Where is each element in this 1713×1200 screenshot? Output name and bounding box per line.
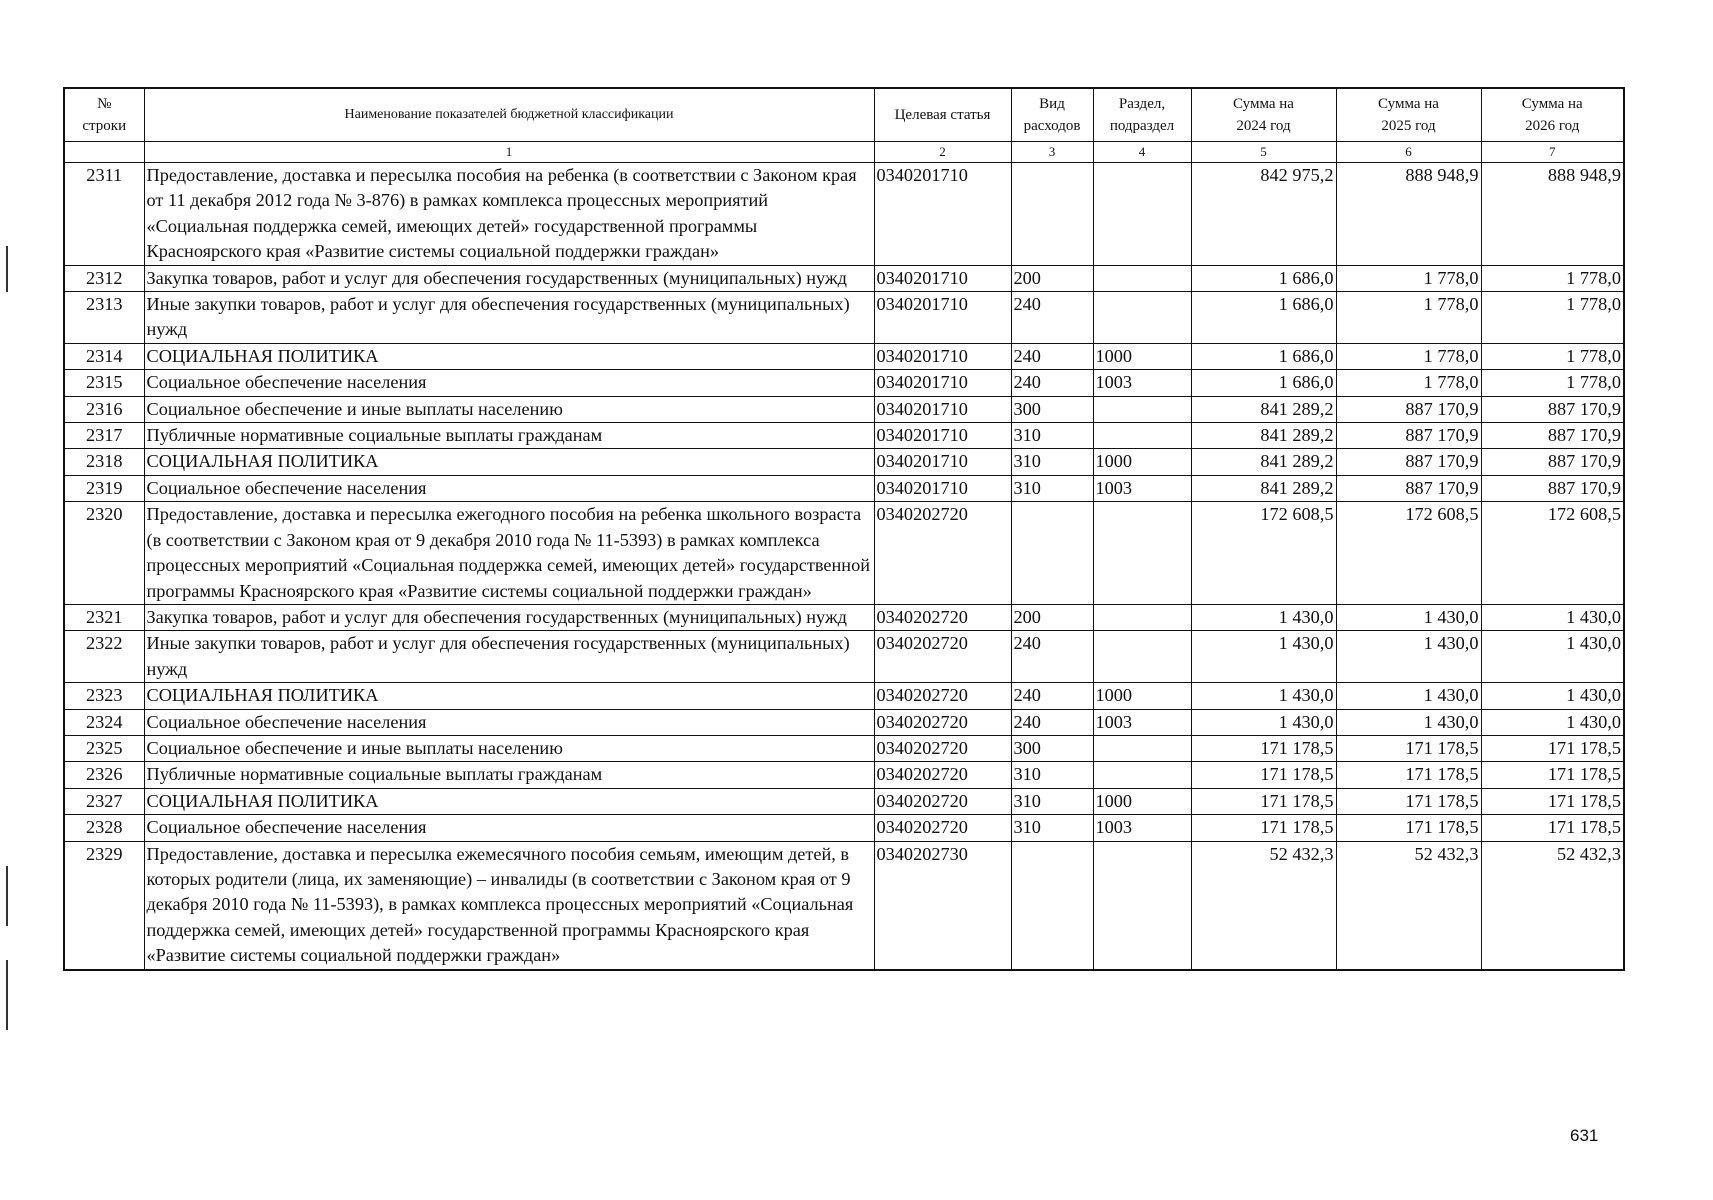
row-number: 2324 <box>64 709 144 735</box>
sum-2026: 171 178,5 <box>1481 762 1624 788</box>
target-article: 0340202720 <box>874 683 1011 709</box>
section-subsection <box>1093 631 1191 683</box>
target-article: 0340202720 <box>874 502 1011 605</box>
expense-type: 300 <box>1011 396 1093 422</box>
table-row <box>64 265 1624 291</box>
expense-type: 300 <box>1011 735 1093 761</box>
target-article: 0340201710 <box>874 343 1011 369</box>
row-number: 2311 <box>64 163 144 266</box>
header-sum-2025: Сумма на 2025 год <box>1336 88 1481 142</box>
column-number: 3 <box>1011 142 1093 163</box>
expense-type: 240 <box>1011 370 1093 396</box>
expense-type: 240 <box>1011 343 1093 369</box>
expense-type: 240 <box>1011 631 1093 683</box>
target-article: 0340201710 <box>874 396 1011 422</box>
row-number: 2314 <box>64 343 144 369</box>
sum-2025: 887 170,9 <box>1336 475 1481 501</box>
section-subsection: 1000 <box>1093 788 1191 814</box>
indicator-name: Предоставление, доставка и пересылка ежемесячного пособия семьям, имеющим детей, в которых родители (лица, их заменяющие) – инвалиды (в соответствии с Законом края от 9 декабря 2010 года № 11-5393), в рамках комплекса процессных мероприятий «Социальная поддержка семей, имеющих детей» государственной программы Красноярского края «Развитие системы социальной поддержки граждан» <box>144 841 874 970</box>
sum-2024: 172 608,5 <box>1191 502 1336 605</box>
table-row <box>64 163 1624 266</box>
section-subsection <box>1093 604 1191 630</box>
indicator-name: Закупка товаров, работ и услуг для обеспечения государственных (муниципальных) нужд <box>144 604 874 630</box>
expense-type <box>1011 502 1093 605</box>
indicator-name: Социальное обеспечение населения <box>144 475 874 501</box>
indicator-name: Публичные нормативные социальные выплаты гражданам <box>144 423 874 449</box>
row-number: 2318 <box>64 449 144 475</box>
sum-2026: 888 948,9 <box>1481 163 1624 266</box>
target-article: 0340202720 <box>874 631 1011 683</box>
sum-2025: 171 178,5 <box>1336 735 1481 761</box>
indicator-name: СОЦИАЛЬНАЯ ПОЛИТИКА <box>144 343 874 369</box>
section-subsection <box>1093 841 1191 970</box>
target-article: 0340201710 <box>874 292 1011 344</box>
expense-type: 310 <box>1011 815 1093 841</box>
sum-2026: 1 778,0 <box>1481 292 1624 344</box>
expense-type: 310 <box>1011 762 1093 788</box>
sum-2025: 1 778,0 <box>1336 292 1481 344</box>
indicator-name: СОЦИАЛЬНАЯ ПОЛИТИКА <box>144 449 874 475</box>
section-subsection <box>1093 502 1191 605</box>
target-article: 0340201710 <box>874 423 1011 449</box>
sum-2024: 1 430,0 <box>1191 604 1336 630</box>
table-row <box>64 292 1624 344</box>
table-row <box>64 475 1624 501</box>
sum-2026: 171 178,5 <box>1481 815 1624 841</box>
table-row <box>64 343 1624 369</box>
header-sum-2026: Сумма на 2026 год <box>1481 88 1624 142</box>
indicator-name: Публичные нормативные социальные выплаты гражданам <box>144 762 874 788</box>
expense-type: 200 <box>1011 265 1093 291</box>
table-row <box>64 815 1624 841</box>
sum-2024: 171 178,5 <box>1191 815 1336 841</box>
target-article: 0340201710 <box>874 370 1011 396</box>
section-subsection: 1000 <box>1093 449 1191 475</box>
indicator-name: Социальное обеспечение и иные выплаты населению <box>144 735 874 761</box>
sum-2024: 1 686,0 <box>1191 370 1336 396</box>
header-row-no: № строки <box>64 88 144 142</box>
sum-2025: 52 432,3 <box>1336 841 1481 970</box>
target-article: 0340201710 <box>874 449 1011 475</box>
column-number: 5 <box>1191 142 1336 163</box>
indicator-name: Предоставление, доставка и пересылка пособия на ребенка (в соответствии с Законом края от 11 декабря 2012 года № 3-876) в рамках комплекса процессных мероприятий «Социальная поддержка семей, имеющих детей» государственной программы Красноярского края «Развитие системы социальной поддержки граждан» <box>144 163 874 266</box>
row-number: 2326 <box>64 762 144 788</box>
section-subsection: 1003 <box>1093 475 1191 501</box>
indicator-name: СОЦИАЛЬНАЯ ПОЛИТИКА <box>144 788 874 814</box>
sum-2025: 888 948,9 <box>1336 163 1481 266</box>
sum-2025: 1 778,0 <box>1336 370 1481 396</box>
table-row <box>64 370 1624 396</box>
sum-2026: 172 608,5 <box>1481 502 1624 605</box>
section-subsection <box>1093 265 1191 291</box>
section-subsection <box>1093 735 1191 761</box>
sum-2024: 841 289,2 <box>1191 475 1336 501</box>
table-row <box>64 709 1624 735</box>
sum-2024: 841 289,2 <box>1191 449 1336 475</box>
row-number: 2316 <box>64 396 144 422</box>
sum-2025: 887 170,9 <box>1336 396 1481 422</box>
row-number: 2313 <box>64 292 144 344</box>
sum-2026: 1 778,0 <box>1481 343 1624 369</box>
indicator-name: Социальное обеспечение и иные выплаты населению <box>144 396 874 422</box>
section-subsection <box>1093 423 1191 449</box>
row-number: 2317 <box>64 423 144 449</box>
row-number: 2321 <box>64 604 144 630</box>
indicator-name: Иные закупки товаров, работ и услуг для обеспечения государственных (муниципальных) нужд <box>144 631 874 683</box>
row-number: 2315 <box>64 370 144 396</box>
section-subsection: 1003 <box>1093 370 1191 396</box>
target-article: 0340201710 <box>874 265 1011 291</box>
indicator-name: Социальное обеспечение населения <box>144 815 874 841</box>
column-number: 1 <box>144 142 874 163</box>
table-row <box>64 396 1624 422</box>
column-number: 7 <box>1481 142 1624 163</box>
target-article: 0340202730 <box>874 841 1011 970</box>
row-number: 2323 <box>64 683 144 709</box>
target-article: 0340202720 <box>874 709 1011 735</box>
sum-2026: 1 430,0 <box>1481 631 1624 683</box>
sum-2024: 1 686,0 <box>1191 343 1336 369</box>
sum-2025: 1 778,0 <box>1336 265 1481 291</box>
sum-2025: 171 178,5 <box>1336 788 1481 814</box>
sum-2024: 841 289,2 <box>1191 396 1336 422</box>
target-article: 0340201710 <box>874 475 1011 501</box>
sum-2026: 171 178,5 <box>1481 788 1624 814</box>
column-number: 2 <box>874 142 1011 163</box>
expense-type: 310 <box>1011 449 1093 475</box>
sum-2025: 1 430,0 <box>1336 631 1481 683</box>
sum-2026: 887 170,9 <box>1481 475 1624 501</box>
sum-2024: 171 178,5 <box>1191 762 1336 788</box>
sum-2026: 887 170,9 <box>1481 396 1624 422</box>
sum-2026: 1 778,0 <box>1481 370 1624 396</box>
sum-2025: 1 778,0 <box>1336 343 1481 369</box>
indicator-name: Социальное обеспечение населения <box>144 709 874 735</box>
table-row <box>64 762 1624 788</box>
table-row <box>64 735 1624 761</box>
sum-2026: 171 178,5 <box>1481 735 1624 761</box>
indicator-name: Закупка товаров, работ и услуг для обеспечения государственных (муниципальных) нужд <box>144 265 874 291</box>
sum-2026: 1 430,0 <box>1481 683 1624 709</box>
sum-2025: 1 430,0 <box>1336 709 1481 735</box>
expense-type <box>1011 841 1093 970</box>
section-subsection <box>1093 762 1191 788</box>
sum-2024: 841 289,2 <box>1191 423 1336 449</box>
header-sum-2024: Сумма на 2024 год <box>1191 88 1336 142</box>
row-number: 2319 <box>64 475 144 501</box>
row-number: 2325 <box>64 735 144 761</box>
sum-2025: 171 178,5 <box>1336 762 1481 788</box>
sum-2026: 887 170,9 <box>1481 423 1624 449</box>
row-number: 2327 <box>64 788 144 814</box>
sum-2025: 171 178,5 <box>1336 815 1481 841</box>
row-number: 2312 <box>64 265 144 291</box>
row-number: 2320 <box>64 502 144 605</box>
target-article: 0340202720 <box>874 815 1011 841</box>
table-row <box>64 423 1624 449</box>
table-row <box>64 502 1624 605</box>
target-article: 0340202720 <box>874 604 1011 630</box>
sum-2026: 1 778,0 <box>1481 265 1624 291</box>
header-code: Целевая статья <box>874 88 1011 142</box>
table-row <box>64 788 1624 814</box>
scan-mark <box>6 246 8 292</box>
page-number: 631 <box>1570 1126 1599 1145</box>
section-subsection <box>1093 292 1191 344</box>
section-subsection: 1000 <box>1093 683 1191 709</box>
column-number: 4 <box>1093 142 1191 163</box>
indicator-name: Предоставление, доставка и пересылка ежегодного пособия на ребенка школьного возраста (в соответствии с Законом края от 9 декабря 2010 года № 11-5393) в рамках комплекса процессных мероприятий «Социальная поддержка семей, имеющих детей» государственной программы Красноярского края «Развитие системы социальной поддержки граждан» <box>144 502 874 605</box>
target-article: 0340202720 <box>874 735 1011 761</box>
target-article: 0340201710 <box>874 163 1011 266</box>
sum-2025: 172 608,5 <box>1336 502 1481 605</box>
sum-2026: 1 430,0 <box>1481 709 1624 735</box>
table-row <box>64 631 1624 683</box>
target-article: 0340202720 <box>874 788 1011 814</box>
indicator-name: СОЦИАЛЬНАЯ ПОЛИТИКА <box>144 683 874 709</box>
section-subsection <box>1093 163 1191 266</box>
sum-2024: 1 686,0 <box>1191 292 1336 344</box>
sum-2025: 1 430,0 <box>1336 604 1481 630</box>
header-name: Наименование показателей бюджетной классификации <box>144 88 874 142</box>
sum-2024: 1 430,0 <box>1191 709 1336 735</box>
section-subsection: 1000 <box>1093 343 1191 369</box>
sum-2024: 1 430,0 <box>1191 631 1336 683</box>
sum-2025: 887 170,9 <box>1336 423 1481 449</box>
row-number: 2329 <box>64 841 144 970</box>
indicator-name: Иные закупки товаров, работ и услуг для обеспечения государственных (муниципальных) нужд <box>144 292 874 344</box>
table-body <box>64 163 1624 970</box>
column-number: 6 <box>1336 142 1481 163</box>
expense-type: 310 <box>1011 788 1093 814</box>
expense-type <box>1011 163 1093 266</box>
header-section: Раздел, подраздел <box>1093 88 1191 142</box>
header-type: Вид расходов <box>1011 88 1093 142</box>
header-row <box>64 88 1624 142</box>
column-number <box>64 142 144 163</box>
sum-2024: 52 432,3 <box>1191 841 1336 970</box>
indicator-name: Социальное обеспечение населения <box>144 370 874 396</box>
expense-type: 240 <box>1011 709 1093 735</box>
scan-mark <box>6 866 8 926</box>
expense-type: 310 <box>1011 475 1093 501</box>
budget-table <box>63 87 1625 971</box>
sum-2026: 52 432,3 <box>1481 841 1624 970</box>
sum-2024: 171 178,5 <box>1191 788 1336 814</box>
row-number: 2322 <box>64 631 144 683</box>
table-row <box>64 683 1624 709</box>
sum-2024: 842 975,2 <box>1191 163 1336 266</box>
sum-2026: 1 430,0 <box>1481 604 1624 630</box>
section-subsection: 1003 <box>1093 815 1191 841</box>
table-row <box>64 841 1624 970</box>
sum-2024: 171 178,5 <box>1191 735 1336 761</box>
target-article: 0340202720 <box>874 762 1011 788</box>
expense-type: 240 <box>1011 292 1093 344</box>
table-row <box>64 604 1624 630</box>
sum-2024: 1 430,0 <box>1191 683 1336 709</box>
expense-type: 240 <box>1011 683 1093 709</box>
scan-mark <box>6 960 8 1030</box>
section-subsection <box>1093 396 1191 422</box>
expense-type: 200 <box>1011 604 1093 630</box>
column-number-row <box>64 142 1624 163</box>
row-number: 2328 <box>64 815 144 841</box>
section-subsection: 1003 <box>1093 709 1191 735</box>
sum-2025: 1 430,0 <box>1336 683 1481 709</box>
sum-2025: 887 170,9 <box>1336 449 1481 475</box>
table-row <box>64 449 1624 475</box>
sum-2026: 887 170,9 <box>1481 449 1624 475</box>
expense-type: 310 <box>1011 423 1093 449</box>
sum-2024: 1 686,0 <box>1191 265 1336 291</box>
